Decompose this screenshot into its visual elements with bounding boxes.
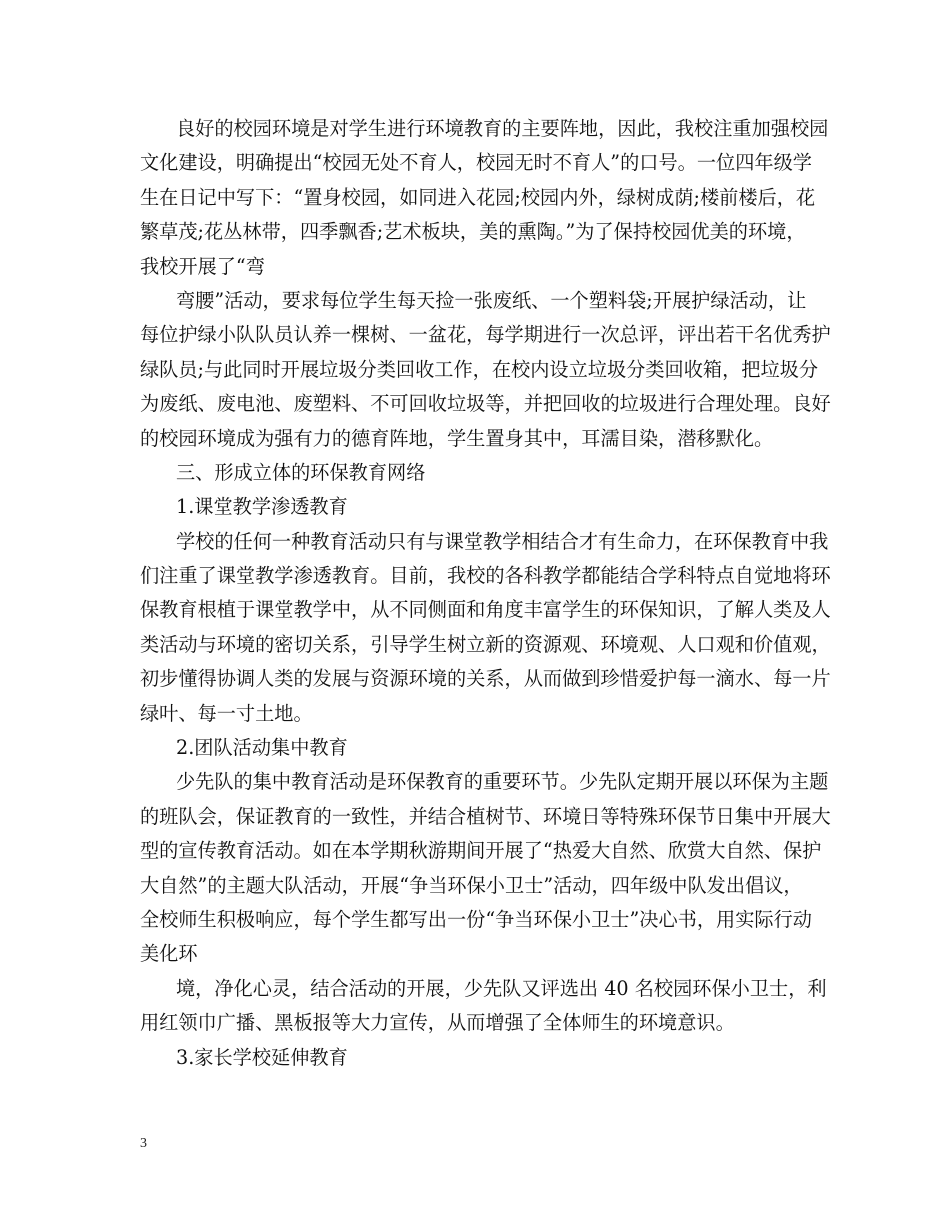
section-heading: 三、形成立体的环保教育网络 xyxy=(176,460,426,484)
text-line: 弯腰”活动，要求每位学生每天捡一张废纸、一个塑料袋;开展护绿活动，让 xyxy=(176,288,807,312)
text-line: 绿队员;与此同时开展垃圾分类回收工作，在校内设立垃圾分类回收箱，把垃圾分 xyxy=(140,357,819,381)
text-line: 型的宣传教育活动。如在本学期秋游期间开展了“热爱大自然、欣赏大自然、保护 xyxy=(140,839,822,863)
text-line: 类活动与环境的密切关系，引导学生树立新的资源观、环境观、人口观和价值观， xyxy=(140,632,831,656)
text-line: 们注重了课堂教学渗透教育。目前，我校的各科教学都能结合学科特点自觉地将环 xyxy=(140,564,831,588)
subsection-heading: 1.课堂教学渗透教育 xyxy=(176,495,348,519)
text-line: 繁草茂;花丛林带，四季飘香;艺术板块，美的熏陶。”为了保持校园优美的环境， xyxy=(140,220,806,244)
text-line: 的班队会，保证教育的一致性，并结合植树节、环境日等特殊环保节日集中开展大 xyxy=(140,804,831,828)
text-line: 全校师生积极响应，每个学生都写出一份“争当环保小卫士”决心书，用实际行动 xyxy=(140,907,812,931)
text-line: 每位护绿小队队员认养一棵树、一盆花，每学期进行一次总评，评出若干名优秀护 xyxy=(140,323,831,347)
text-line: 我校开展了“弯 xyxy=(140,254,265,278)
page-number: 3 xyxy=(140,1136,147,1151)
text-line: 文化建设，明确提出“校园无处不育人，校园无时不育人”的口号。一位四年级学 xyxy=(140,151,812,175)
text-line: 绿叶、每一寸土地。 xyxy=(140,701,313,725)
text-line: 用红领巾广播、黑板报等大力宣传，从而增强了全体师生的环境意识。 xyxy=(140,1011,735,1035)
text-line: 保教育根植于课堂教学中，从不同侧面和角度丰富学生的环保知识，了解人类及人 xyxy=(140,598,831,622)
subsection-heading: 3.家长学校延伸教育 xyxy=(176,1045,348,1069)
text-line: 大自然”的主题大队活动，开展“争当环保小卫士”活动，四年级中队发出倡议， xyxy=(140,873,803,897)
text-line: 少先队的集中教育活动是环保教育的重要环节。少先队定期开展以环保为主题 xyxy=(176,770,829,794)
text-line: 境，净化心灵，结合活动的开展，少先队又评选出 40 名校园环保小卫士，利 xyxy=(176,976,827,1000)
document-body xyxy=(140,112,831,1075)
text-line: 生在日记中写下：“置身校园，如同进入花园;校园内外，绿树成荫;楼前楼后，花 xyxy=(140,185,816,209)
text-line: 学校的任何一种教育活动只有与课堂教学相结合才有生命力，在环保教育中我 xyxy=(176,529,829,553)
text-line: 初步懂得协调人类的发展与资源环境的关系，从而做到珍惜爱护每一滴水、每一片 xyxy=(140,667,831,691)
text-line: 为废纸、废电池、废塑料、不可回收垃圾等，并把回收的垃圾进行合理处理。良好 xyxy=(140,392,831,416)
subsection-heading: 2.团队活动集中教育 xyxy=(176,736,348,760)
text-line: 的校园环境成为强有力的德育阵地，学生置身其中，耳濡目染，潜移默化。 xyxy=(140,426,774,450)
text-line: 良好的校园环境是对学生进行环境教育的主要阵地，因此，我校注重加强校园 xyxy=(176,117,829,140)
text-line: 美化环 xyxy=(140,942,198,966)
